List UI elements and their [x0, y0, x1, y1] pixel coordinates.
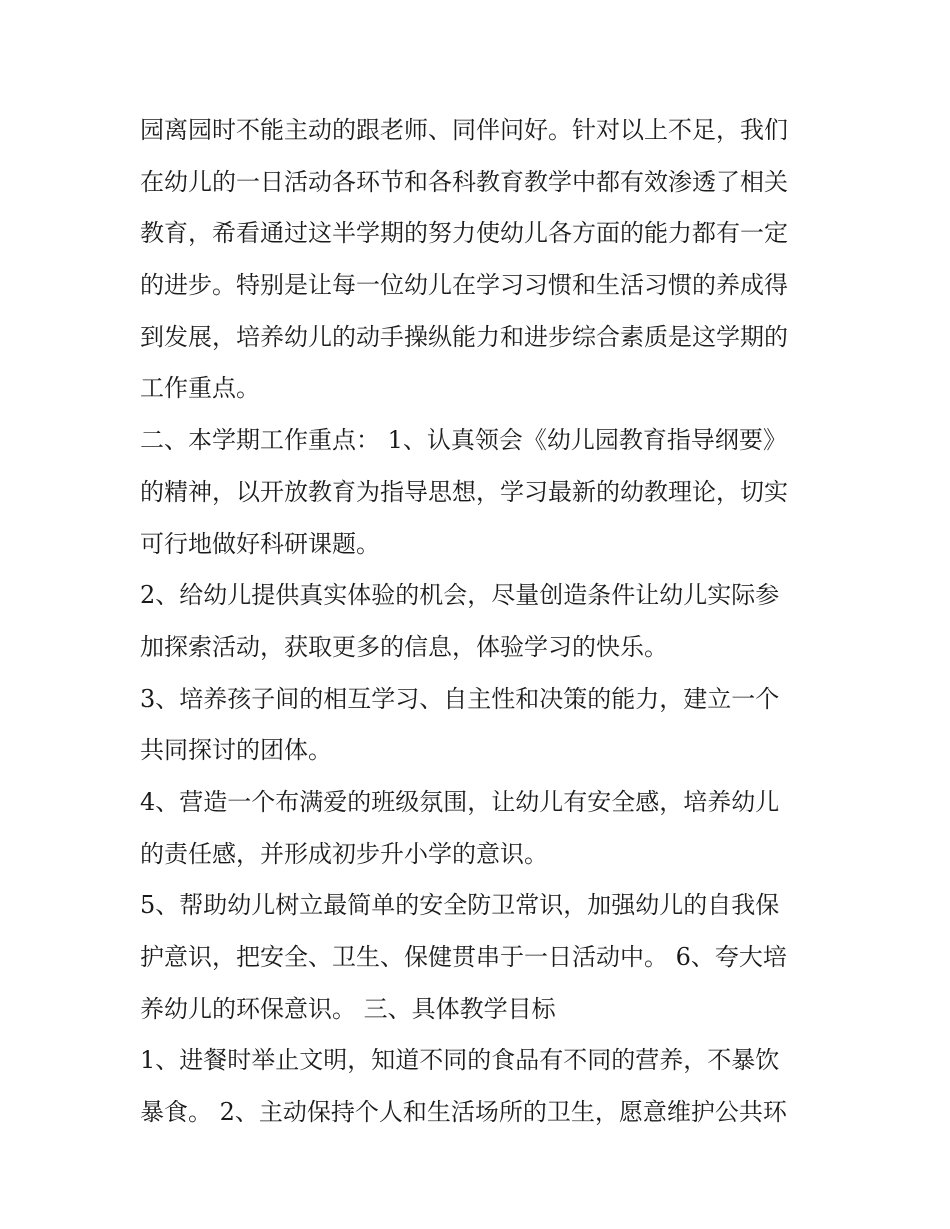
text-line: 的进步。特别是让每一位幼儿在学习习惯和生活习惯的养成得: [140, 271, 788, 300]
list-item-line: 4、营造一个布满爱的班级氛围，让幼儿有安全感，培养幼儿: [140, 787, 780, 816]
document-body-text: [140, 105, 830, 1139]
text-line: 加探索活动，获取更多的信息，体验学习的快乐。: [140, 632, 668, 661]
list-item-line: 1、进餐时举止文明，知道不同的食品有不同的营养，不暴饮: [140, 1046, 780, 1075]
text-line: 教育，希看通过这半学期的努力使幼儿各方面的能力都有一定: [140, 219, 788, 248]
text-line: 到发展，培养幼儿的动手操纵能力和进步综合素质是这学期的: [140, 322, 788, 351]
text-line: 护意识，把安全、卫生、保健贯串于一日活动中。 6、夸大培: [140, 943, 787, 971]
text-line: 的精神，以开放教育为指导思想，学习最新的幼教理论，切实: [140, 477, 788, 506]
text-line: 园离园时不能主动的跟老师、同伴问好。针对以上不足，我们: [140, 116, 788, 144]
list-item-line: 2、给幼儿提供真实体验的机会，尽量创造条件让幼儿实际参: [140, 581, 780, 610]
text-line: 共同探讨的团体。: [140, 736, 332, 765]
section-heading-line: 二、本学期工作重点： 1、认真领会《幼儿园教育指导纲要》: [140, 426, 787, 455]
text-line: 暴食。 2、主动保持个人和生活场所的卫生，愿意维护公共环: [140, 1098, 787, 1127]
text-line: 工作重点。: [140, 374, 260, 403]
text-line: 在幼儿的一日活动各环节和各科教育教学中都有效渗透了相关: [140, 167, 788, 196]
list-item-line: 3、培养孩子间的相互学习、自主性和决策的能力，建立一个: [140, 684, 780, 713]
section-heading-line: 养幼儿的环保意识。 三、具体教学目标: [140, 994, 556, 1023]
text-line: 可行地做好科研课题。: [140, 529, 380, 558]
text-line: 的责任感，并形成初步升小学的意识。: [140, 839, 548, 868]
list-item-line: 5、帮助幼儿树立最简单的安全防卫常识，加强幼儿的自我保: [140, 891, 780, 920]
